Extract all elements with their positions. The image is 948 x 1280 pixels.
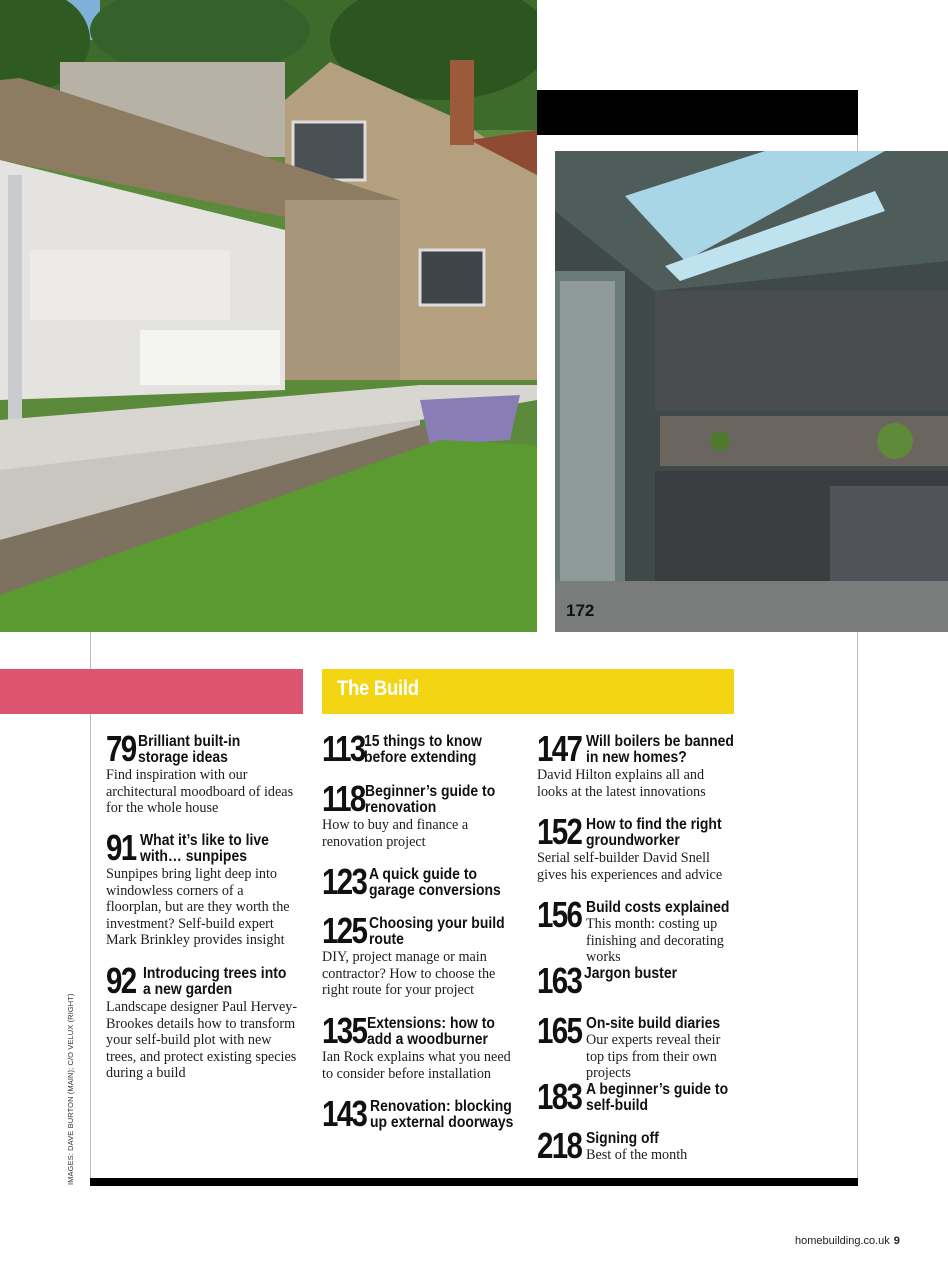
toc-headline: Beginner’s guide to renovation bbox=[365, 783, 496, 816]
photo-page-reference: 172 bbox=[566, 601, 595, 620]
toc-entry[interactable] bbox=[322, 861, 522, 902]
toc-page-number: 79 bbox=[106, 728, 136, 769]
toc-page-number: 118 bbox=[322, 778, 365, 819]
toc-description: Landscape designer Paul Hervey-Brookes details how to transform your self-build plot with new trees, and protect existing species during a build bbox=[106, 999, 298, 1082]
section-banner-pink bbox=[0, 669, 303, 714]
toc-page-number: 183 bbox=[537, 1076, 582, 1117]
toc-entry[interactable] bbox=[106, 960, 306, 1082]
toc-headline: Signing off bbox=[586, 1130, 659, 1147]
toc-headline: Extensions: how to add a woodburner bbox=[367, 1015, 495, 1048]
toc-headline: Choosing your build route bbox=[369, 915, 505, 948]
toc-entry[interactable] bbox=[537, 960, 737, 1001]
kitchen-photo bbox=[555, 151, 948, 632]
toc-page-number: 92 bbox=[106, 960, 136, 1001]
toc-page-number: 152 bbox=[537, 811, 582, 852]
toc-entry[interactable] bbox=[322, 778, 522, 850]
toc-page-number: 135 bbox=[322, 1010, 367, 1051]
toc-page-number: 125 bbox=[322, 910, 367, 951]
toc-headline: A beginner’s guide to self-build bbox=[586, 1081, 729, 1114]
toc-entry[interactable] bbox=[322, 910, 522, 999]
section-title: The Build bbox=[337, 677, 419, 700]
toc-entry[interactable] bbox=[537, 894, 737, 966]
toc-headline: Jargon buster bbox=[584, 965, 678, 982]
toc-page-number: 113 bbox=[322, 728, 365, 769]
toc-entry[interactable] bbox=[106, 827, 306, 949]
toc-page-number: 91 bbox=[106, 827, 136, 868]
toc-description: Best of the month bbox=[586, 1147, 688, 1163]
toc-page-number: 143 bbox=[322, 1093, 367, 1134]
bottom-rule bbox=[90, 1178, 858, 1186]
toc-entry[interactable] bbox=[537, 1125, 737, 1166]
toc-entry[interactable] bbox=[537, 811, 737, 883]
frame-line-left bbox=[90, 632, 91, 1180]
top-black-bar bbox=[537, 90, 858, 135]
footer-page-number: 9 bbox=[893, 1235, 900, 1247]
toc-description: DIY, project manage or main contractor? How to choose the right route for your project bbox=[322, 949, 496, 999]
toc-page-number: 147 bbox=[537, 728, 582, 769]
toc-page-number: 165 bbox=[537, 1010, 582, 1051]
toc-headline: On-site build diaries bbox=[586, 1015, 721, 1032]
section-banner-the-build bbox=[322, 669, 734, 714]
toc-entry[interactable] bbox=[537, 1010, 737, 1082]
toc-entry[interactable] bbox=[322, 1093, 522, 1134]
toc-headline: Introducing trees into a new garden bbox=[143, 965, 287, 998]
toc-entry[interactable] bbox=[106, 728, 306, 817]
toc-entry[interactable] bbox=[537, 1076, 737, 1117]
toc-headline: Brilliant built-in storage ideas bbox=[138, 733, 241, 766]
toc-page-number: 218 bbox=[537, 1125, 582, 1166]
toc-description: Serial self-builder David Snell gives his experiences and advice bbox=[537, 850, 723, 883]
toc-headline: Renovation: blocking up external doorways bbox=[370, 1098, 514, 1131]
image-credit: IMAGES: DAVE BURTON (MAIN); C/O VELUX (RIGHT) bbox=[66, 993, 75, 1185]
toc-headline: Will boilers be banned in new homes? bbox=[586, 733, 734, 766]
toc-description: David Hilton explains all and looks at the latest innovations bbox=[537, 767, 706, 800]
toc-description: How to buy and finance a renovation project bbox=[322, 817, 469, 850]
main-photo-house-extension bbox=[0, 0, 537, 632]
toc-headline: Build costs explained bbox=[586, 899, 730, 916]
toc-description: Our experts reveal their top tips from their own projects bbox=[586, 1032, 721, 1082]
toc-description: Find inspiration with our architectural moodboard of ideas for the whole house bbox=[106, 767, 294, 817]
toc-description: Ian Rock explains what you need to consider before installation bbox=[322, 1049, 511, 1082]
toc-description: Sunpipes bring light deep into windowless corners of a floorplan, but are they worth the investment? Self-build expert Mark Brinkley provides insight bbox=[106, 866, 290, 949]
toc-entry[interactable] bbox=[537, 728, 737, 800]
toc-headline: How to find the right groundworker bbox=[586, 816, 722, 849]
toc-page-number: 163 bbox=[537, 960, 582, 1001]
toc-entry[interactable] bbox=[322, 1010, 522, 1082]
page-footer bbox=[795, 1235, 900, 1247]
toc-page-number: 123 bbox=[322, 861, 367, 902]
toc-headline: 15 things to know before extending bbox=[364, 733, 482, 766]
toc-headline: What it’s like to live with… sunpipes bbox=[140, 832, 269, 865]
toc-description: This month: costing up finishing and decorating works bbox=[586, 916, 724, 966]
toc-page-number: 156 bbox=[537, 894, 582, 935]
toc-headline: A quick guide to garage conversions bbox=[369, 866, 501, 899]
footer-site[interactable]: homebuilding.co.uk bbox=[795, 1235, 890, 1247]
toc-entry[interactable] bbox=[322, 728, 522, 769]
